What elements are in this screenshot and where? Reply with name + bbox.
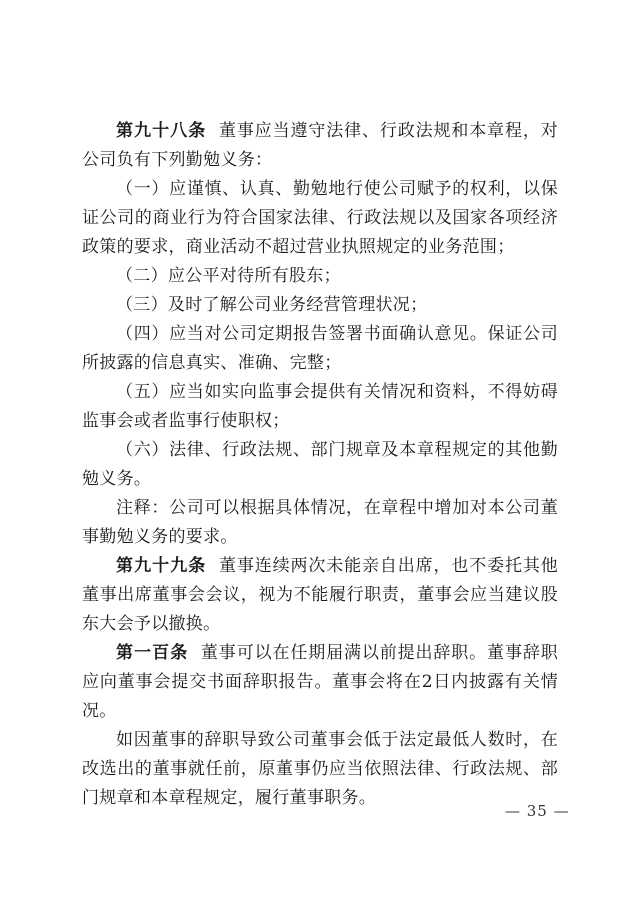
article-98-paragraph xyxy=(82,117,558,175)
paragraph-text: （五）应当如实向监事会提供有关情况和资料，不得妨碍监事会或者监事行使职权； xyxy=(82,382,558,431)
list-item-2 xyxy=(82,262,558,291)
paragraph-text: 董事应当遵守法律、行政法规和本章程，对公司负有下列勤勉义务： xyxy=(82,121,558,170)
paragraph-text: （六）法律、行政法规、部门规章及本章程规定的其他勤勉义务。 xyxy=(82,440,558,489)
list-item-6 xyxy=(82,436,558,494)
paragraph-text: （二）应公平对待所有股东； xyxy=(116,266,341,286)
paragraph-text: （一）应谨慎、认真、勤勉地行使公司赋予的权利，以保证公司的商业行为符合国家法律、行政法规以及国家各项经济政策的要求，商业活动不超过营业执照规定的业务范围； xyxy=(82,179,558,257)
document-body xyxy=(82,117,558,813)
page-number: — 35 — xyxy=(505,802,570,820)
article-100-paragraph xyxy=(82,639,558,726)
paragraph-text: （三）及时了解公司业务经营管理状况； xyxy=(116,295,428,315)
article-99-paragraph xyxy=(82,552,558,639)
paragraph-text: （四）应当对公司定期报告签署书面确认意见。保证公司所披露的信息真实、准确、完整； xyxy=(82,324,558,373)
list-item-3 xyxy=(82,291,558,320)
article-number: 第九十八条 xyxy=(116,121,207,141)
paragraph-text: 注释：公司可以根据具体情况，在章程中增加对本公司董事勤勉义务的要求。 xyxy=(82,498,558,547)
paragraph-text: 如因董事的辞职导致公司董事会低于法定最低人数时，在改选出的董事就任前，原董事仍应当依照法律、行政法规、部门规章和本章程规定，履行董事职务。 xyxy=(82,730,558,808)
article-number: 第九十九条 xyxy=(116,556,207,576)
list-item-4 xyxy=(82,320,558,378)
list-item-5 xyxy=(82,378,558,436)
paragraph-text: 董事连续两次未能亲自出席，也不委托其他董事出席董事会会议，视为不能履行职责，董事会应当建议股东大会予以撤换。 xyxy=(82,556,558,634)
paragraph-text: 董事可以在任期届满以前提出辞职。董事辞职应向董事会提交书面辞职报告。董事会将在2日内披露有关情况。 xyxy=(82,643,559,721)
resignation-paragraph xyxy=(82,726,558,813)
article-number: 第一百条 xyxy=(116,643,189,663)
annotation-note xyxy=(82,494,558,552)
list-item-1 xyxy=(82,175,558,262)
